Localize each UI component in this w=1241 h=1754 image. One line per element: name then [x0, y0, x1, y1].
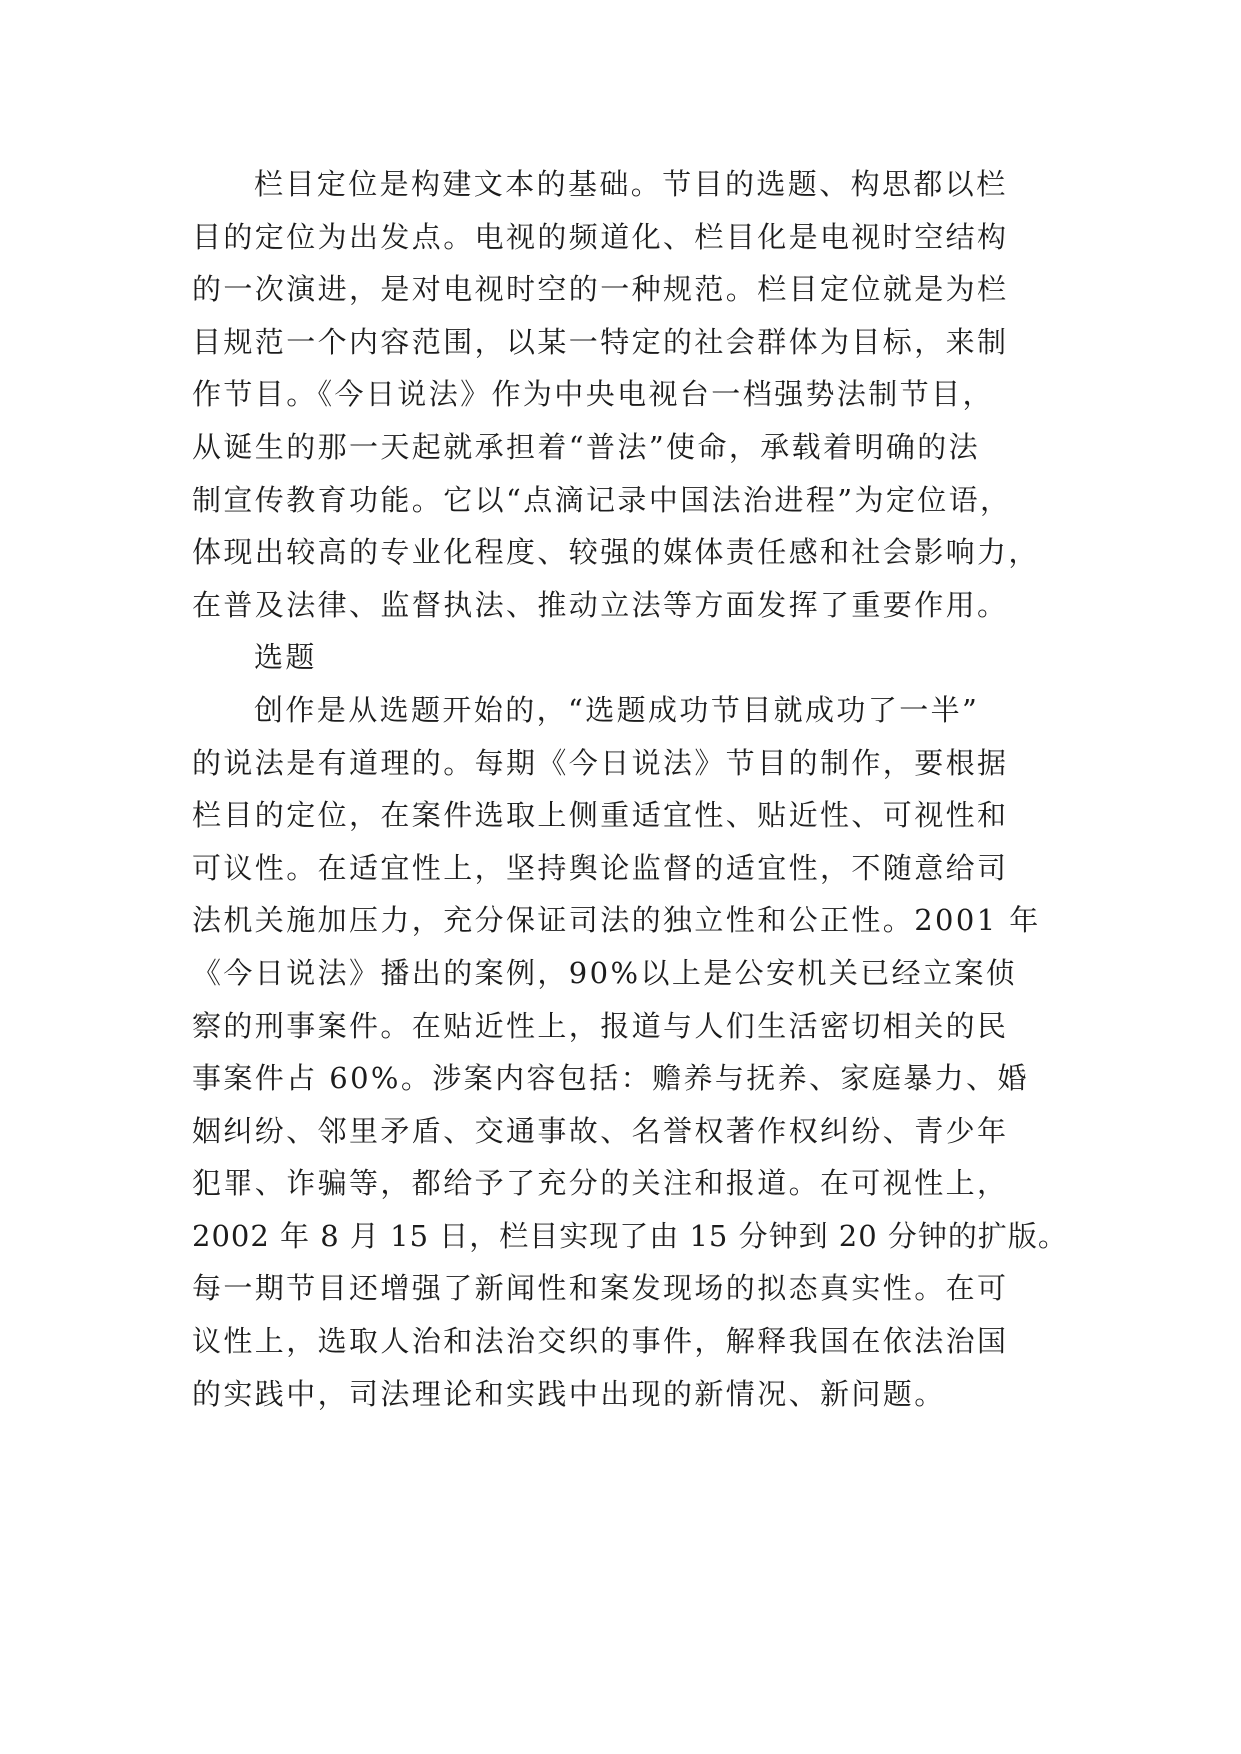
text-line: 的实践中，司法理论和实践中出现的新情况、新问题。 [192, 1376, 946, 1411]
text-line: 姻纠纷、邻里矛盾、交通事故、名誉权著作权纠纷、青少年 [192, 1113, 1009, 1148]
text-line: 从诞生的那一天起就承担着“普法”使命，承载着明确的法 [192, 429, 981, 464]
text-line: 制宣传教育功能。它以“点滴记录中国法治进程”为定位语， [192, 482, 1012, 517]
text-line: 在普及法律、监督执法、推动立法等方面发挥了重要作用。 [192, 587, 1009, 622]
text-line: 目规范一个内容范围，以某一特定的社会群体为目标，来制 [192, 324, 1009, 359]
text-line: 可议性。在适宜性上，坚持舆论监督的适宜性，不随意给司 [192, 850, 1009, 885]
text-line: 的一次演进，是对电视时空的一种规范。栏目定位就是为栏 [192, 272, 1009, 307]
text-line: 的说法是有道理的。每期《今日说法》节目的制作，要根据 [192, 745, 1009, 780]
text-line: 创作是从选题开始的，“选题成功节目就成功了一半” [254, 692, 980, 727]
text-line: 栏目定位是构建文本的基础。节目的选题、构思都以栏 [254, 167, 1008, 201]
text-line: 《今日说法》播出的案例，90%以上是公安机关已经立案侦 [192, 955, 1018, 990]
text-line: 栏目的定位，在案件选取上侧重适宜性、贴近性、可视性和 [192, 798, 1009, 833]
text-line: 察的刑事案件。在贴近性上，报道与人们生活密切相关的民 [192, 1008, 1009, 1043]
text-line: 体现出较高的专业化程度、较强的媒体责任感和社会影响力， [192, 535, 1040, 570]
text-line: 议性上，选取人治和法治交织的事件，解释我国在依法治国 [192, 1324, 1009, 1359]
text-line: 每一期节目还增强了新闻性和案发现场的拟态真实性。在可 [192, 1271, 1009, 1306]
text-line: 犯罪、诈骗等，都给予了充分的关注和报道。在可视性上， [192, 1166, 1009, 1201]
text-line: 2002 年 8 月 15 日，栏目实现了由 15 分钟到 20 分钟的扩版。 [192, 1218, 1068, 1253]
text-line: 法机关施加压力，充分保证司法的独立性和公正性。2001 年 [192, 903, 1041, 938]
section-heading: 选题 [254, 640, 317, 675]
text-line: 事案件占 60%。涉案内容包括：赡养与抚养、家庭暴力、婚 [192, 1061, 1029, 1096]
document-body [192, 158, 1072, 1420]
text-line: 目的定位为出发点。电视的频道化、栏目化是电视时空结构 [192, 219, 1009, 254]
text-line: 作节目。《今日说法》作为中央电视台一档强势法制节目， [192, 377, 994, 412]
